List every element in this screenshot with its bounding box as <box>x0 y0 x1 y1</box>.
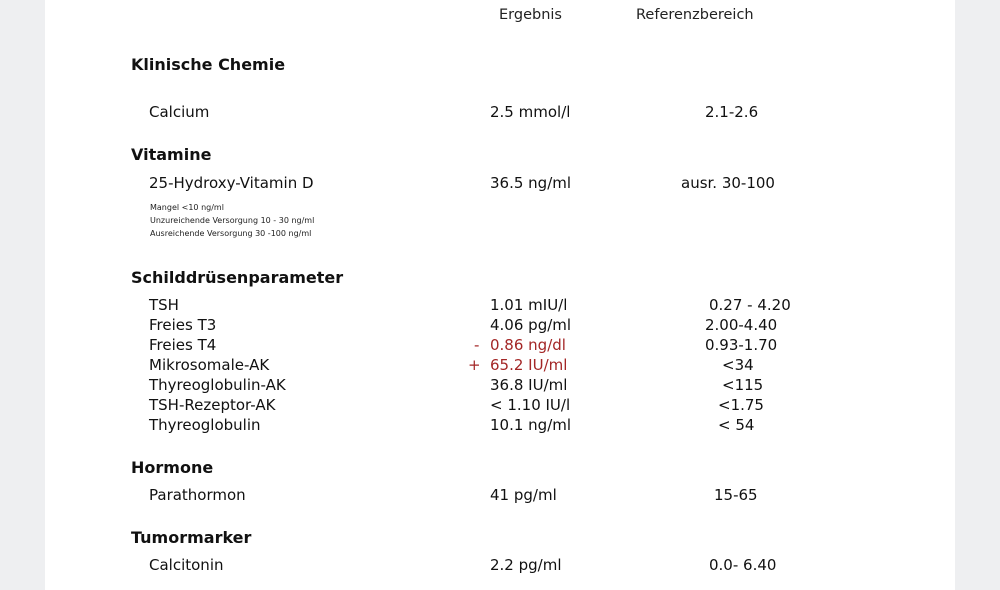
test-name-tsh: TSH <box>149 296 179 314</box>
test-value-thyreoglobulin: 10.1 ng/ml <box>490 416 572 434</box>
test-ref-parathormon: 15-65 <box>714 486 758 504</box>
test-ref-tsh-rezeptor-ak: <1.75 <box>718 396 764 414</box>
test-name-thyreoglobulin: Thyreoglobulin <box>149 416 261 434</box>
column-header-result: Ergebnis <box>499 7 562 23</box>
test-value-freies-t3: 4.06 pg/ml <box>490 316 572 334</box>
test-value-tsh: 1.01 mIU/l <box>490 296 568 314</box>
test-name-thyreoglobulin-ak: Thyreoglobulin-AK <box>149 376 286 394</box>
test-value-thyreoglobulin-ak: 36.8 IU/ml <box>490 376 568 394</box>
test-name-freies-t4: Freies T4 <box>149 336 217 354</box>
test-name-calcium: Calcium <box>149 103 210 121</box>
section-title-vitamine: Vitamine <box>131 145 212 164</box>
test-ref-freies-t4: 0.93-1.70 <box>705 336 778 354</box>
test-name-vitamin-d: 25-Hydroxy-Vitamin D <box>149 174 314 192</box>
test-name-tsh-rezeptor-ak: TSH-Rezeptor-AK <box>149 396 276 414</box>
test-name-freies-t3: Freies T3 <box>149 316 217 334</box>
vitamin-d-note-deficiency: Mangel <10 ng/ml <box>150 203 224 212</box>
test-name-parathormon: Parathormon <box>149 486 246 504</box>
test-value-vitamin-d: 36.5 ng/ml <box>490 174 572 192</box>
test-value-freies-t4: 0.86 ng/dl <box>490 336 566 354</box>
test-name-calcitonin: Calcitonin <box>149 556 224 574</box>
abnormal-flag-low: - <box>474 336 480 354</box>
abnormal-flag-high: + <box>468 356 481 374</box>
test-ref-vitamin-d: ausr. 30-100 <box>681 174 775 192</box>
section-title-schilddruesenparameter: Schilddrüsenparameter <box>131 268 344 287</box>
section-title-klinische-chemie: Klinische Chemie <box>131 55 286 74</box>
vitamin-d-note-sufficient: Ausreichende Versorgung 30 -100 ng/ml <box>150 229 312 238</box>
test-ref-calcium: 2.1-2.6 <box>705 103 759 121</box>
test-ref-mikrosomale-ak: <34 <box>722 356 754 374</box>
test-ref-calcitonin: 0.0- 6.40 <box>709 556 777 574</box>
test-ref-thyreoglobulin-ak: <115 <box>722 376 764 394</box>
test-ref-freies-t3: 2.00-4.40 <box>705 316 778 334</box>
test-value-mikrosomale-ak: 65.2 IU/ml <box>490 356 568 374</box>
test-value-parathormon: 41 pg/ml <box>490 486 557 504</box>
lab-report-page <box>45 0 955 590</box>
test-value-tsh-rezeptor-ak: < 1.10 IU/l <box>490 396 571 414</box>
vitamin-d-note-insufficient: Unzureichende Versorgung 10 - 30 ng/ml <box>150 216 315 225</box>
section-title-tumormarker: Tumormarker <box>131 528 252 547</box>
test-ref-tsh: 0.27 - 4.20 <box>709 296 791 314</box>
test-name-mikrosomale-ak: Mikrosomale-AK <box>149 356 270 374</box>
test-value-calcium: 2.5 mmol/l <box>490 103 571 121</box>
section-title-hormone: Hormone <box>131 458 214 477</box>
column-header-reference: Referenzbereich <box>636 7 754 23</box>
test-ref-thyreoglobulin: < 54 <box>718 416 755 434</box>
test-value-calcitonin: 2.2 pg/ml <box>490 556 562 574</box>
